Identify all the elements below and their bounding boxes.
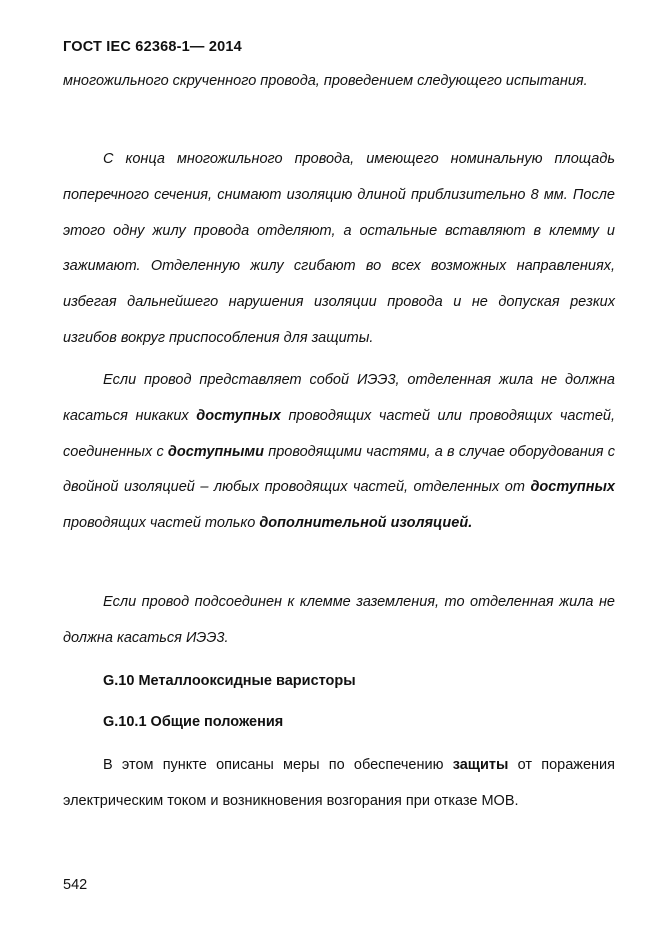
subsection-heading: G.10.1 Общие положения (103, 714, 284, 730)
bold-term: защиты (452, 757, 509, 773)
paragraph-test-procedure (63, 142, 615, 357)
section-heading: G.10 Металлооксидные варисторы (103, 673, 356, 689)
paragraph-text: проводящих частей или проводящих частей, соединенных с (63, 407, 615, 460)
paragraph-text: С конца многожильного провода, имеющего номинальную площадь поперечного сечения, снимают изоляцию длиной приблизительно 8 мм. После этого одну жилу провода отделяют, а остальные вставляют в клемму и зажимают. Отделенную жилу сгибают во всех возможных направлениях, избегая дальнейшего нарушения изоляции провода и не допуская резких изгибов вокруг приспособления для защиты. (63, 151, 615, 346)
paragraph-text: проводящих частей только (63, 515, 260, 532)
paragraph-text: от поражения электрическим током и возникновения возгорания при отказе МОВ. (63, 757, 615, 809)
paragraph-text: Если провод представляет собой ИЭЭ3, отделенная жила не должна касаться никаких (63, 372, 615, 424)
bold-term: доступных (530, 479, 615, 496)
paragraph-grounding (63, 585, 615, 657)
paragraph-scope (63, 748, 615, 820)
paragraph-text: В этом пункте описаны меры по обеспечению (103, 757, 453, 773)
document-header: ГОСТ IEC 62368-1— 2014 (63, 39, 242, 55)
paragraph-continuation (63, 64, 615, 100)
bold-term: доступных (196, 407, 281, 424)
paragraph-text: Если провод подсоединен к клемме заземления, то отделенная жила не должна касаться ИЭЭ3. (63, 594, 615, 646)
bold-term: дополнительной изоляцией. (259, 515, 473, 532)
bold-term: доступными (167, 443, 264, 460)
paragraph-text: многожильного скрученного провода, проведением следующего испытания. (63, 73, 588, 89)
paragraph-requirement (63, 363, 615, 542)
page-number: 542 (63, 877, 88, 893)
paragraph-text: проводящими частями, а в случае оборудования с двойной изоляцией – любых проводящих частей, отделенных от (63, 443, 615, 496)
